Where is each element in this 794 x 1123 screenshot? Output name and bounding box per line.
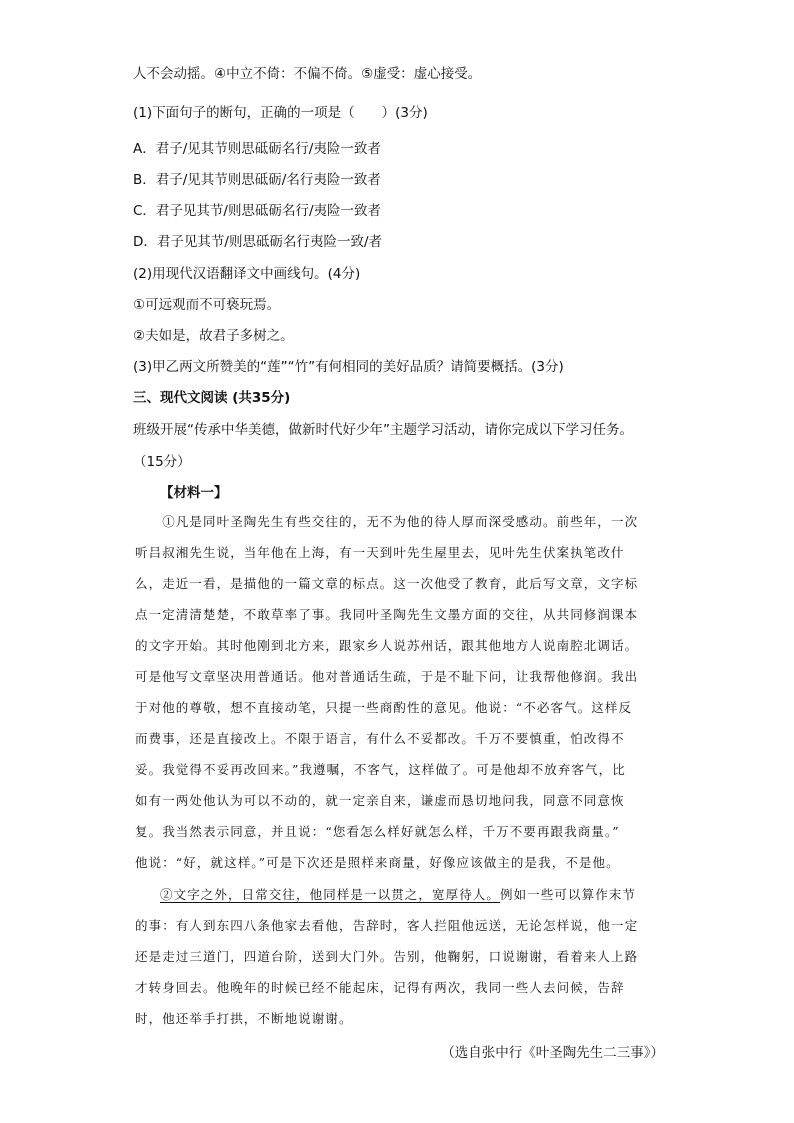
underlined-sentence: ②文字之外，日常交往，他同样是一以贯之，宽厚待人。 bbox=[160, 887, 501, 902]
passage-line: 复。我当然表示同意，并且说：“您看怎么样好就怎么样，千万不要再跟我商量。” bbox=[135, 824, 620, 839]
material-heading: 【材料一】 bbox=[160, 485, 228, 501]
question-3: (3)甲乙两文所赞美的“莲”“竹”有何相同的美好品质？请简要概括。(3分) bbox=[133, 359, 564, 375]
passage-line: ①凡是同叶圣陶先生有些交往的，无不为他的待人厚而深受感动。前些年，一次 bbox=[135, 514, 639, 529]
passage-line: 可是他写文章坚决用普通话。他对普通话生疏，于是不耻下问，让我帮他修润。我出 bbox=[135, 669, 639, 684]
intro-line-2: （15分） bbox=[133, 454, 191, 470]
passage-line: 他说：“好，就这样。”可是下次还是照样来商量，好像应该做主的是我，不是他。 bbox=[135, 855, 620, 870]
intro-line-1: 班级开展“传承中华美德，做新时代好少年”主题学习活动，请你完成以下学习任务。 bbox=[133, 422, 633, 438]
option-b: B．君子/见其节则思砥砺/名行夷险一致者 bbox=[133, 172, 381, 188]
option-d: D．君子见其节/则思砥砺名行夷险一致/者 bbox=[133, 234, 382, 250]
passage-line: 的文字开始。其时他刚到北方来，跟家乡人说苏州话，跟其他地方人说南腔北调话。 bbox=[135, 638, 639, 653]
passage-line: 点一定清清楚楚，不敢草率了事。我同叶圣陶先生文墨方面的交往，从共同修润课本 bbox=[135, 607, 639, 622]
passage-line: 妥。我觉得不妥再改回来。”我遵嘱，不客气，这样做了。可是他却不放弃客气，比 bbox=[135, 762, 626, 777]
passage-line: 的事：有人到东四八条他家去看他，告辞时，客人拦阻他远送，无论怎样说，他一定 bbox=[135, 918, 639, 933]
passage-text: 例如一些可以算作末节 bbox=[500, 887, 637, 902]
passage-line: 时，他还举手打拱，不断地说谢谢。 bbox=[135, 1011, 353, 1026]
passage-line: 才转身回去。他晚年的时候已经不能起床，记得有两次，我同一些人去问候，告辞 bbox=[135, 980, 625, 995]
question-2: (2)用现代汉语翻译文中画线句。(4分) bbox=[133, 266, 361, 282]
passage-line: 么，走近一看，是描他的一篇文章的标点。这一次他受了教育，此后写文章，文字标 bbox=[135, 576, 639, 591]
passage-line: 听吕叔湘先生说，当年他在上海，有一天到叶先生屋里去，见叶先生伏案执笔改什 bbox=[135, 545, 625, 560]
source-citation: （选自张中行《叶圣陶先生二三事》） bbox=[441, 1045, 664, 1061]
translate-sentence-1: ①可远观而不可亵玩焉。 bbox=[133, 297, 281, 313]
section-heading: 三、现代文阅读 (共35分) bbox=[133, 390, 291, 406]
translate-sentence-2: ②夫如是，故君子多树之。 bbox=[133, 328, 294, 344]
passage-line bbox=[160, 885, 636, 905]
annotation-line: 人不会动摇。④中立不倚：不偏不倚。⑤虚受：虚心接受。 bbox=[133, 66, 482, 82]
option-a: A．君子/见其节则思砥砺名行/夷险一致者 bbox=[133, 141, 381, 157]
passage-line: 如有一两处他认为可以不动的，就一定亲自来，谦虚而恳切地问我，同意不同意恢 bbox=[135, 793, 625, 808]
question-1: (1)下面句子的断句，正确的一项是（ ）(3分) bbox=[133, 105, 428, 121]
passage-line: 还是走过三道门，四道台阶，送到大门外。告别，他鞠躬，口说谢谢，看着来人上路 bbox=[135, 949, 639, 964]
passage-line: 而费事，还是直接改上。不限于语言，有什么不妥都改。千万不要慎重，怕改得不 bbox=[135, 731, 625, 746]
passage-line: 于对他的尊敬，想不直接动笔，只提一些商酌性的意见。他说：“不必客气。这样反 bbox=[135, 700, 633, 715]
option-c: C．君子见其节/则思砥砺名行/夷险一致者 bbox=[133, 203, 382, 219]
